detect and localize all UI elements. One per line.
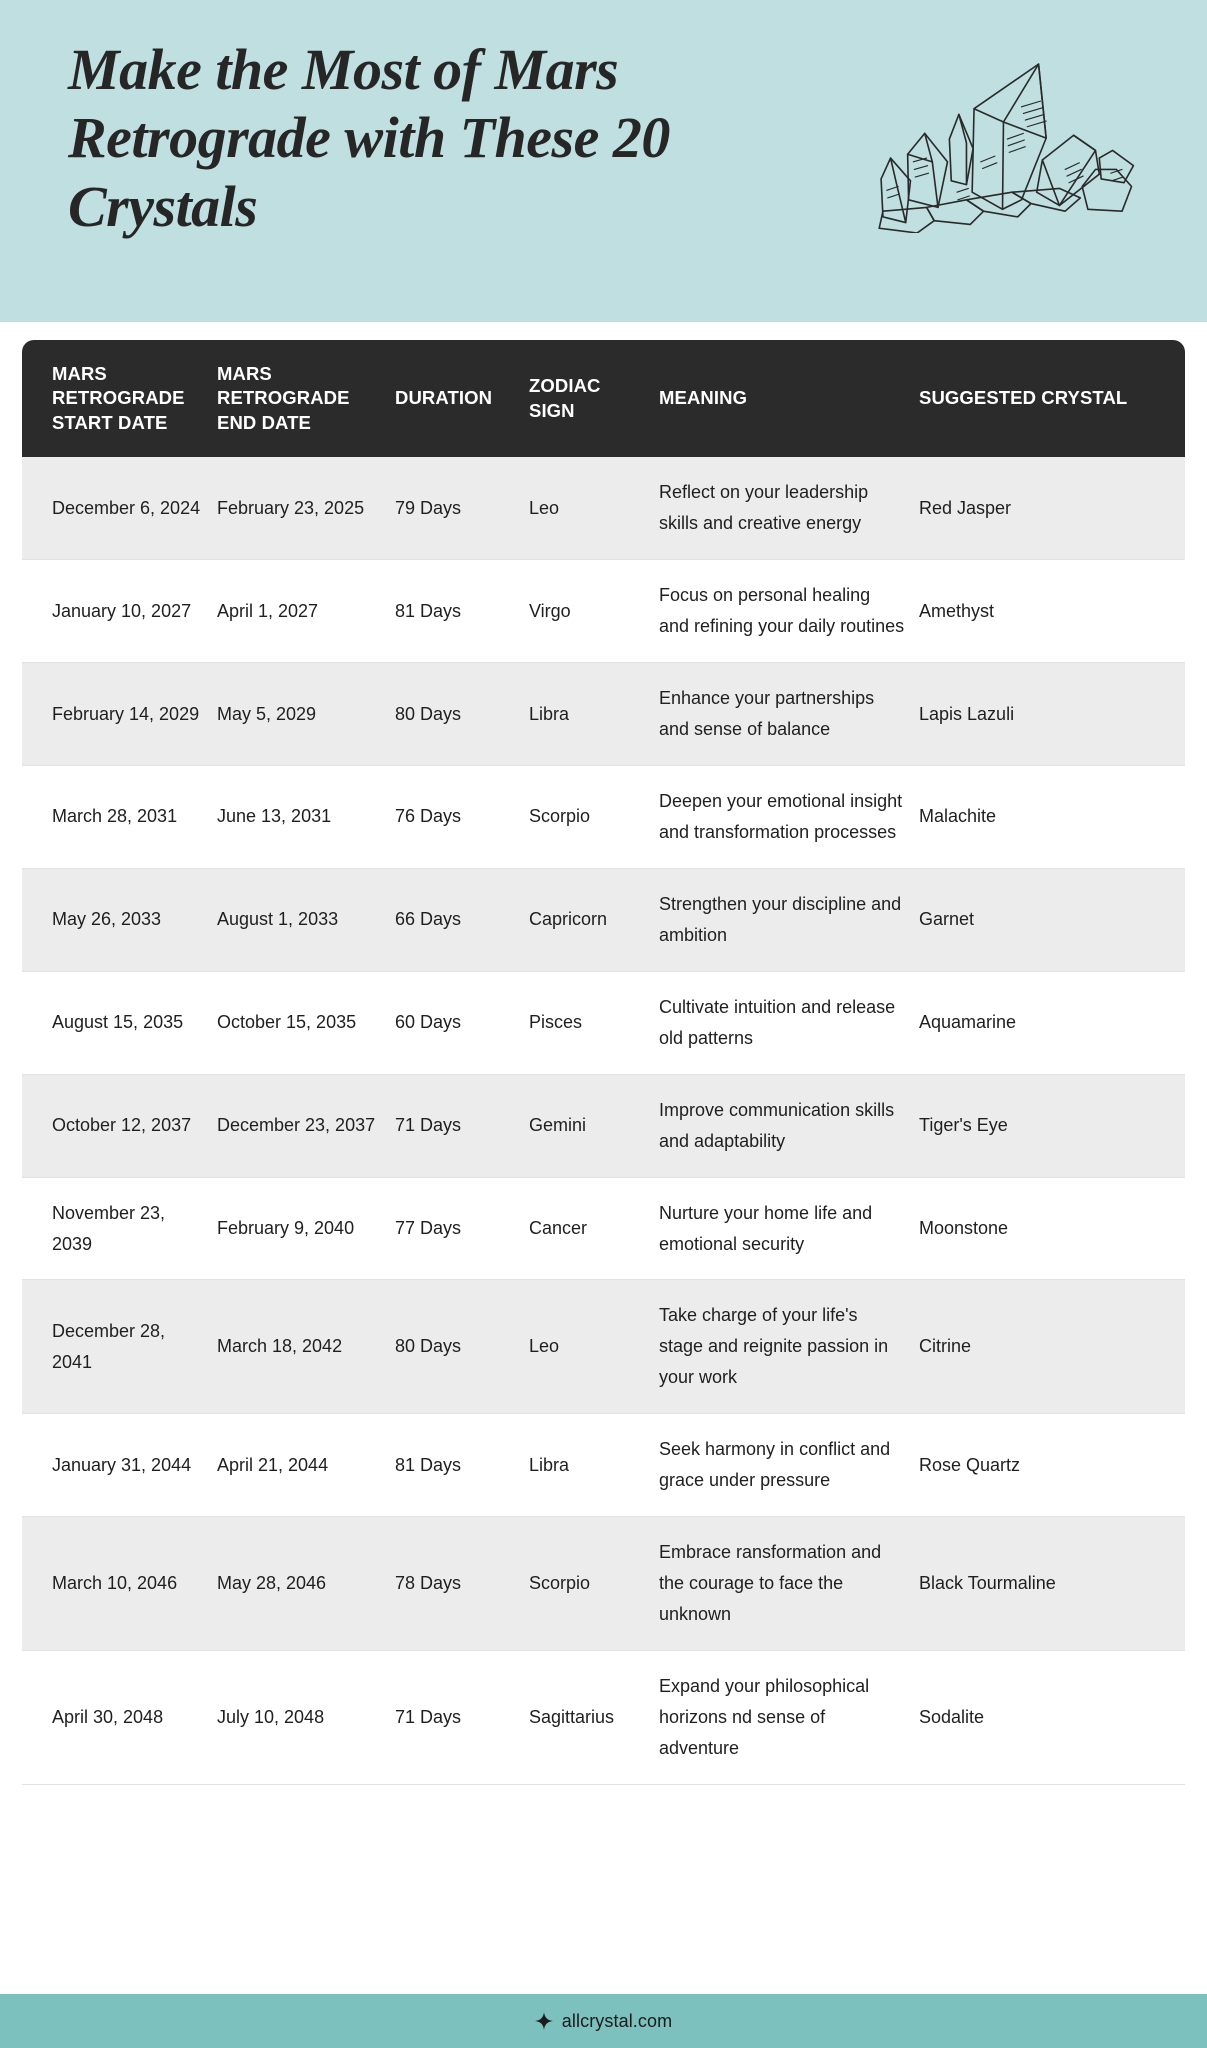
cell-end-date: July 10, 2048 (217, 1651, 395, 1785)
cell-meaning: Expand your philosophical horizons nd sense of adventure (659, 1651, 919, 1785)
cell-start-date: December 28, 2041 (22, 1280, 217, 1414)
cell-crystal: Citrine (919, 1280, 1185, 1414)
table-row (22, 765, 1185, 868)
mars-retrograde-table (22, 340, 1185, 1785)
cell-start-date: May 26, 2033 (22, 868, 217, 971)
table-row (22, 1651, 1185, 1785)
cell-end-date: May 28, 2046 (217, 1517, 395, 1651)
column-header-zodiac-sign: ZODIAC SIGN (529, 340, 659, 457)
cell-end-date: April 21, 2044 (217, 1414, 395, 1517)
table-row (22, 457, 1185, 559)
cell-zodiac-sign: Libra (529, 1414, 659, 1517)
cell-crystal: Red Jasper (919, 457, 1185, 559)
cell-duration: 60 Days (395, 971, 529, 1074)
cell-duration: 80 Days (395, 1280, 529, 1414)
cell-duration: 71 Days (395, 1651, 529, 1785)
cell-meaning: Improve communication skills and adaptability (659, 1074, 919, 1177)
cell-zodiac-sign: Cancer (529, 1177, 659, 1280)
cell-start-date: November 23, 2039 (22, 1177, 217, 1280)
column-header-end-date: MARS RETROGRADE END DATE (217, 340, 395, 457)
table-row (22, 1074, 1185, 1177)
table-row (22, 1280, 1185, 1414)
cell-duration: 81 Days (395, 560, 529, 663)
cell-zodiac-sign: Sagittarius (529, 1651, 659, 1785)
cell-meaning: Embrace ransformation and the courage to face the unknown (659, 1517, 919, 1651)
cell-zodiac-sign: Leo (529, 457, 659, 559)
cell-crystal: Lapis Lazuli (919, 663, 1185, 766)
cell-end-date: February 23, 2025 (217, 457, 395, 559)
cell-zodiac-sign: Capricorn (529, 868, 659, 971)
footer-brand[interactable] (535, 2011, 672, 2032)
cell-meaning: Seek harmony in conflict and grace under pressure (659, 1414, 919, 1517)
column-header-meaning: MEANING (659, 340, 919, 457)
footer-site-label: allcrystal.com (561, 2010, 673, 2031)
cell-zodiac-sign: Virgo (529, 560, 659, 663)
cell-crystal: Aquamarine (919, 971, 1185, 1074)
cell-start-date: October 12, 2037 (22, 1074, 217, 1177)
mars-retrograde-table-container (22, 340, 1185, 1785)
cell-crystal: Tiger's Eye (919, 1074, 1185, 1177)
sparkle-icon (535, 2012, 553, 2030)
cell-start-date: March 28, 2031 (22, 765, 217, 868)
cell-duration: 81 Days (395, 1414, 529, 1517)
hero-banner (0, 0, 1207, 322)
page-title: Make the Most of Mars Retrograde with These 20 Crystals (68, 37, 670, 239)
column-header-start-date: MARS RETROGRADE START DATE (22, 340, 217, 457)
cell-crystal: Amethyst (919, 560, 1185, 663)
footer-bar (0, 1994, 1207, 2048)
cell-crystal: Rose Quartz (919, 1414, 1185, 1517)
cell-duration: 76 Days (395, 765, 529, 868)
crystal-cluster-icon (877, 48, 1147, 233)
cell-end-date: June 13, 2031 (217, 765, 395, 868)
table-row (22, 868, 1185, 971)
cell-zodiac-sign: Scorpio (529, 765, 659, 868)
cell-meaning: Take charge of your life's stage and reignite passion in your work (659, 1280, 919, 1414)
table-body (22, 457, 1185, 1784)
cell-start-date: December 6, 2024 (22, 457, 217, 559)
table-row (22, 971, 1185, 1074)
cell-end-date: April 1, 2027 (217, 560, 395, 663)
cell-duration: 80 Days (395, 663, 529, 766)
cell-crystal: Black Tourmaline (919, 1517, 1185, 1651)
table-row (22, 1414, 1185, 1517)
table-header-row (22, 340, 1185, 457)
cell-zodiac-sign: Libra (529, 663, 659, 766)
cell-meaning: Strengthen your discipline and ambition (659, 868, 919, 971)
cell-zodiac-sign: Scorpio (529, 1517, 659, 1651)
cell-duration: 66 Days (395, 868, 529, 971)
cell-meaning: Reflect on your leadership skills and creative energy (659, 457, 919, 559)
column-header-crystal: SUGGESTED CRYSTAL (919, 340, 1185, 457)
cell-end-date: December 23, 2037 (217, 1074, 395, 1177)
table-row (22, 560, 1185, 663)
cell-crystal: Sodalite (919, 1651, 1185, 1785)
cell-end-date: August 1, 2033 (217, 868, 395, 971)
cell-meaning: Nurture your home life and emotional security (659, 1177, 919, 1280)
cell-crystal: Moonstone (919, 1177, 1185, 1280)
cell-zodiac-sign: Pisces (529, 971, 659, 1074)
cell-duration: 78 Days (395, 1517, 529, 1651)
cell-start-date: April 30, 2048 (22, 1651, 217, 1785)
cell-end-date: October 15, 2035 (217, 971, 395, 1074)
cell-end-date: March 18, 2042 (217, 1280, 395, 1414)
column-header-duration: DURATION (395, 340, 529, 457)
cell-start-date: August 15, 2035 (22, 971, 217, 1074)
table-row (22, 663, 1185, 766)
cell-zodiac-sign: Gemini (529, 1074, 659, 1177)
cell-duration: 79 Days (395, 457, 529, 559)
cell-start-date: January 10, 2027 (22, 560, 217, 663)
cell-end-date: February 9, 2040 (217, 1177, 395, 1280)
table-head (22, 340, 1185, 457)
cell-duration: 77 Days (395, 1177, 529, 1280)
cell-meaning: Cultivate intuition and release old patterns (659, 971, 919, 1074)
cell-duration: 71 Days (395, 1074, 529, 1177)
cell-crystal: Malachite (919, 765, 1185, 868)
table-row (22, 1177, 1185, 1280)
cell-start-date: March 10, 2046 (22, 1517, 217, 1651)
cell-end-date: May 5, 2029 (217, 663, 395, 766)
table-row (22, 1517, 1185, 1651)
cell-start-date: January 31, 2044 (22, 1414, 217, 1517)
cell-crystal: Garnet (919, 868, 1185, 971)
cell-zodiac-sign: Leo (529, 1280, 659, 1414)
cell-meaning: Focus on personal healing and refining your daily routines (659, 560, 919, 663)
cell-meaning: Enhance your partnerships and sense of balance (659, 663, 919, 766)
cell-meaning: Deepen your emotional insight and transformation processes (659, 765, 919, 868)
cell-start-date: February 14, 2029 (22, 663, 217, 766)
